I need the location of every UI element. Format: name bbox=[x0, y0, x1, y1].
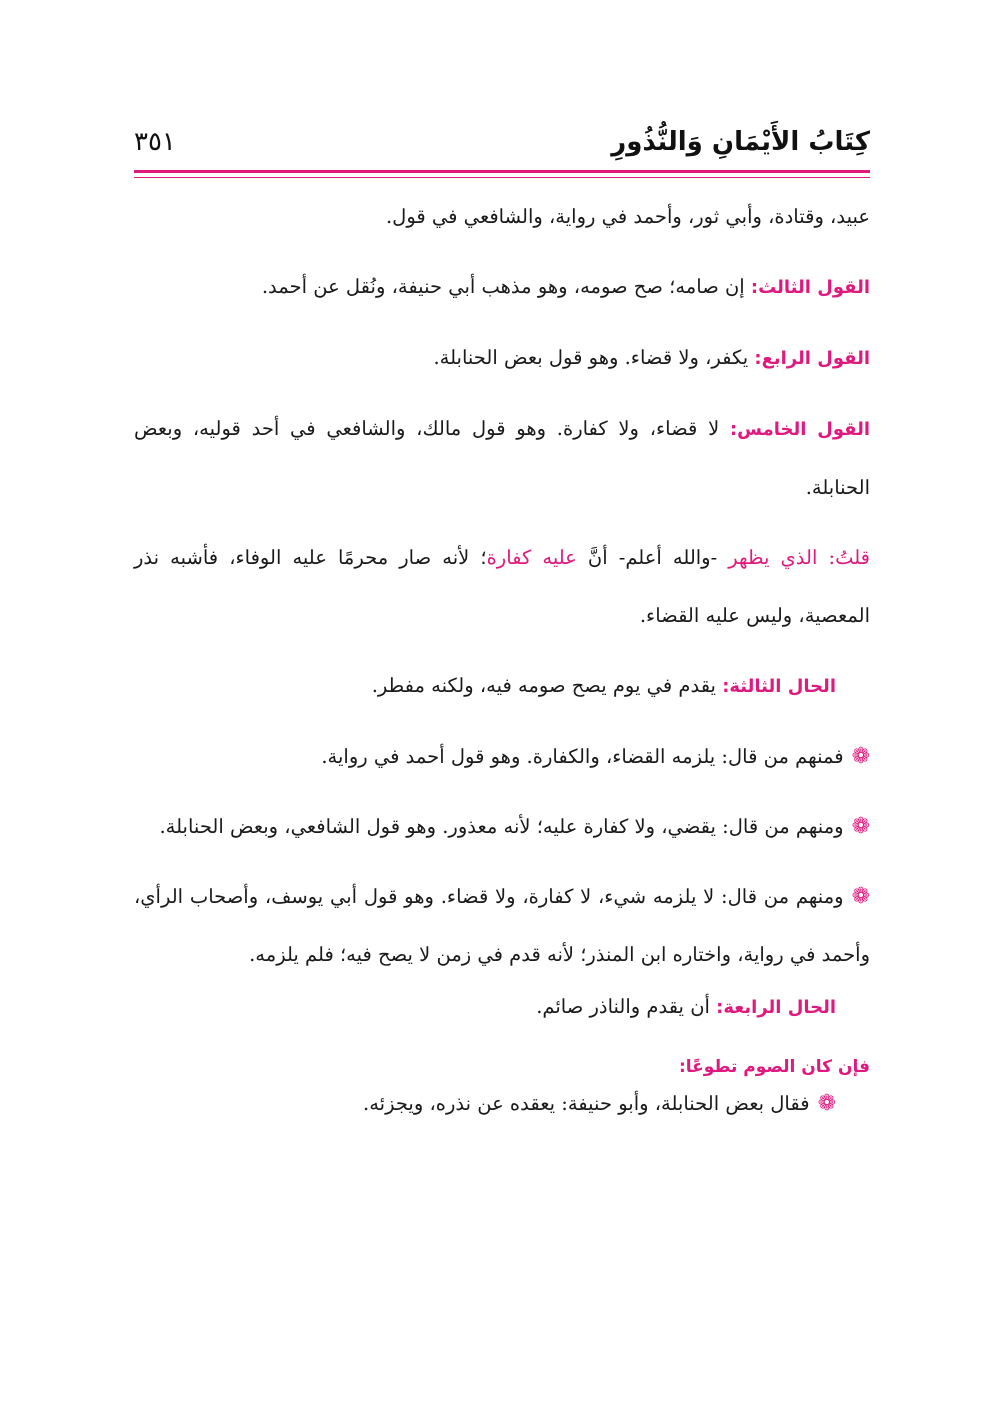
list-item: ❁فقال بعض الحنابلة، وأبو حنيفة: يعقده عن نذره، ويجزئه. bbox=[363, 1091, 836, 1116]
header-rule-thick bbox=[134, 170, 870, 173]
third-case-label: الحال الثالثة: bbox=[722, 676, 836, 697]
page-body bbox=[134, 188, 870, 1121]
header-rule-thin bbox=[134, 177, 870, 178]
page-header bbox=[134, 118, 870, 166]
list-item: ❁ومنهم من قال: لا يلزمه شيء، لا كفارة، ولا قضاء. وهو قول أبي يوسف، وأصحاب الرأي، وأحمد في رواية، واختاره ابن المنذر؛ لأنه قدم في زمن لا يصح فيه؛ فلم يلزمه. bbox=[134, 884, 870, 966]
flower-bullet-icon: ❁ bbox=[851, 744, 870, 769]
list-item: ❁فمنهم من قال: يلزمه القضاء، والكفارة. وهو قول أحمد في رواية. bbox=[321, 744, 870, 769]
fourth-case-label: الحال الرابعة: bbox=[716, 997, 836, 1018]
paragraph-author-opinion: قلتُ: الذي يظهر -والله أعلم- أنَّ عليه كفارة؛ لأنه صار محرمًا عليه الوفاء، فأشبه نذر المعصية، وليس عليه القضاء. bbox=[134, 546, 870, 627]
fifth-opinion-label: القول الخامس: bbox=[729, 419, 870, 440]
paragraph-third-opinion: القول الثالث: إن صامه؛ صح صومه، وهو مذهب أبي حنيفة، ونُقل عن أحمد. bbox=[261, 275, 870, 298]
paragraph-fourth-opinion: القول الرابع: يكفر، ولا قضاء. وهو قول بعض الحنابلة. bbox=[433, 346, 870, 369]
paragraph-fourth-case: الحال الرابعة: أن يقدم والناذر صائم. bbox=[536, 995, 836, 1018]
page-number: ٣٥١ bbox=[134, 127, 176, 157]
fourth-opinion-label: القول الرابع: bbox=[754, 348, 870, 369]
flower-bullet-icon: ❁ bbox=[851, 884, 870, 909]
author-opinion-label: قلتُ: الذي يظهر bbox=[728, 546, 870, 569]
flower-bullet-icon: ❁ bbox=[851, 814, 870, 839]
paragraph-fifth-opinion: القول الخامس: لا قضاء، ولا كفارة. وهو قول مالك، والشافعي في أحد قوليه، وبعض الحنابلة. bbox=[134, 417, 870, 499]
list-item: ❁ومنهم من قال: يقضي، ولا كفارة عليه؛ لأنه معذور. وهو قول الشافعي، وبعض الحنابلة. bbox=[159, 814, 870, 839]
chapter-title: كِتَابُ الأَيْمَانِ وَالنُّذُورِ bbox=[611, 127, 870, 157]
expiation-phrase: عليه كفارة bbox=[486, 546, 577, 569]
flower-bullet-icon: ❁ bbox=[817, 1091, 836, 1116]
third-opinion-label: القول الثالث: bbox=[750, 277, 870, 298]
section-heading: فإن كان الصوم تطوعًا: bbox=[678, 1057, 870, 1077]
paragraph-third-case: الحال الثالثة: يقدم في يوم يصح صومه فيه، ولكنه مفطر. bbox=[371, 674, 836, 697]
paragraph-continuation: عبيد، وقتادة، وأبي ثور، وأحمد في رواية، والشافعي في قول. bbox=[385, 205, 870, 228]
